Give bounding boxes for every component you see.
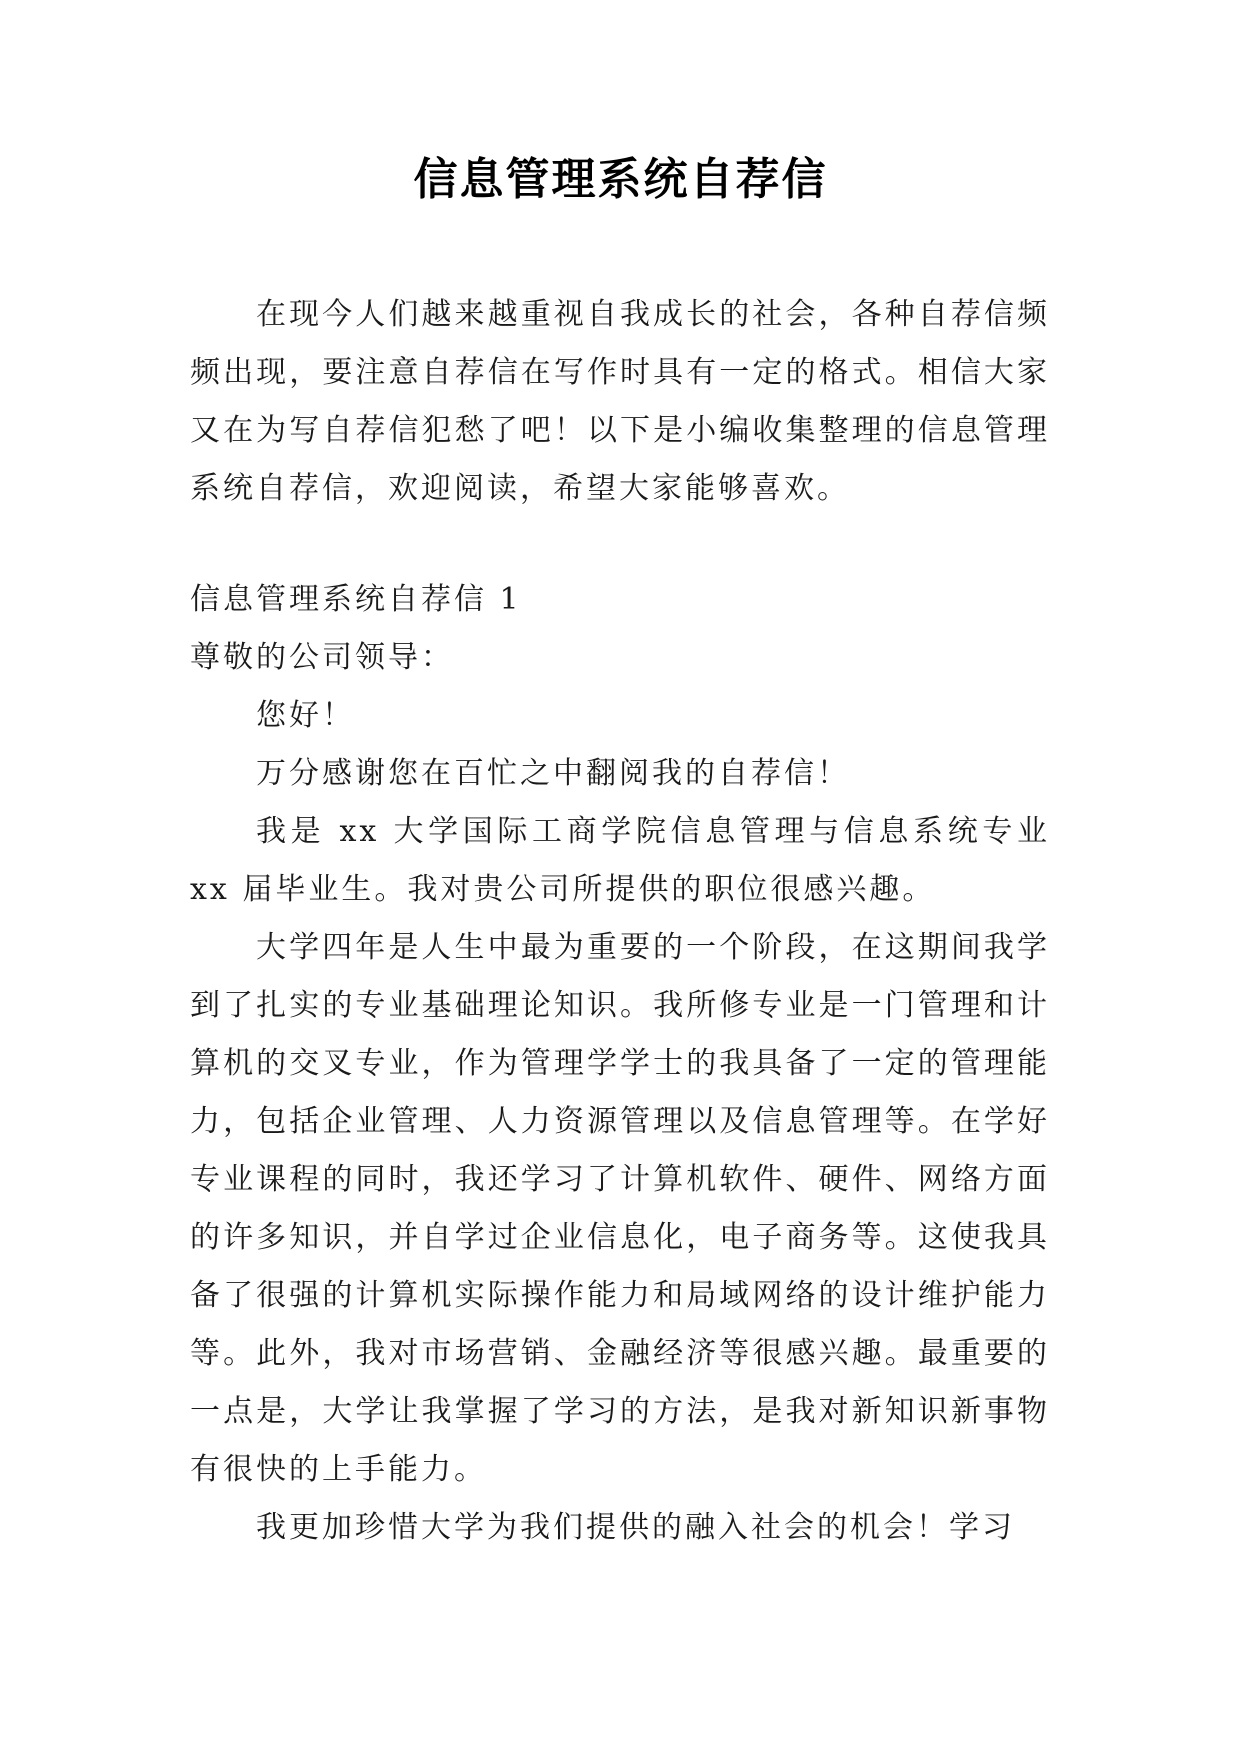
intro-paragraph: 在现今人们越来越重视自我成长的社会，各种自荐信频频出现，要注意自荐信在写作时具有一定的格式。相信大家又在为写自荐信犯愁了吧！以下是小编收集整理的信息管理系统自荐信，欢迎阅读，希望大家能够喜欢。 xyxy=(190,297,1050,506)
body-paragraph: 我是 xx 大学国际工商学院信息管理与信息系统专业 xx 届毕业生。我对贵公司所提供的职位很感兴趣。 xyxy=(190,814,1050,907)
salutation: 尊敬的公司领导： xyxy=(190,640,454,675)
document-title: 信息管理系统自荐信 xyxy=(413,154,828,205)
greeting: 您好！ xyxy=(256,698,355,733)
thanks-line: 万分感谢您在百忙之中翻阅我的自荐信！ xyxy=(256,756,850,791)
body-paragraph: 大学四年是人生中最为重要的一个阶段，在这期间我学到了扎实的专业基础理论知识。我所修专业是一门管理和计算机的交叉专业，作为管理学学士的我具备了一定的管理能力，包括企业管理、人力资源管理以及信息管理等。在学好专业课程的同时，我还学习了计算机软件、硬件、网络方面的许多知识，并自学过企业信息化，电子商务等。这使我具备了很强的计算机实际操作能力和局域网络的设计维护能力等。此外，我对市场营销、金融经济等很感兴趣。最重要的一点是，大学让我掌握了学习的方法，是我对新知识新事物有很快的上手能力。 xyxy=(190,930,1050,1487)
section-heading: 信息管理系统自荐信 1 xyxy=(190,582,522,617)
body-paragraph: 我更加珍惜大学为我们提供的融入社会的机会！学习 xyxy=(256,1510,1015,1545)
document-body xyxy=(190,286,1050,1557)
